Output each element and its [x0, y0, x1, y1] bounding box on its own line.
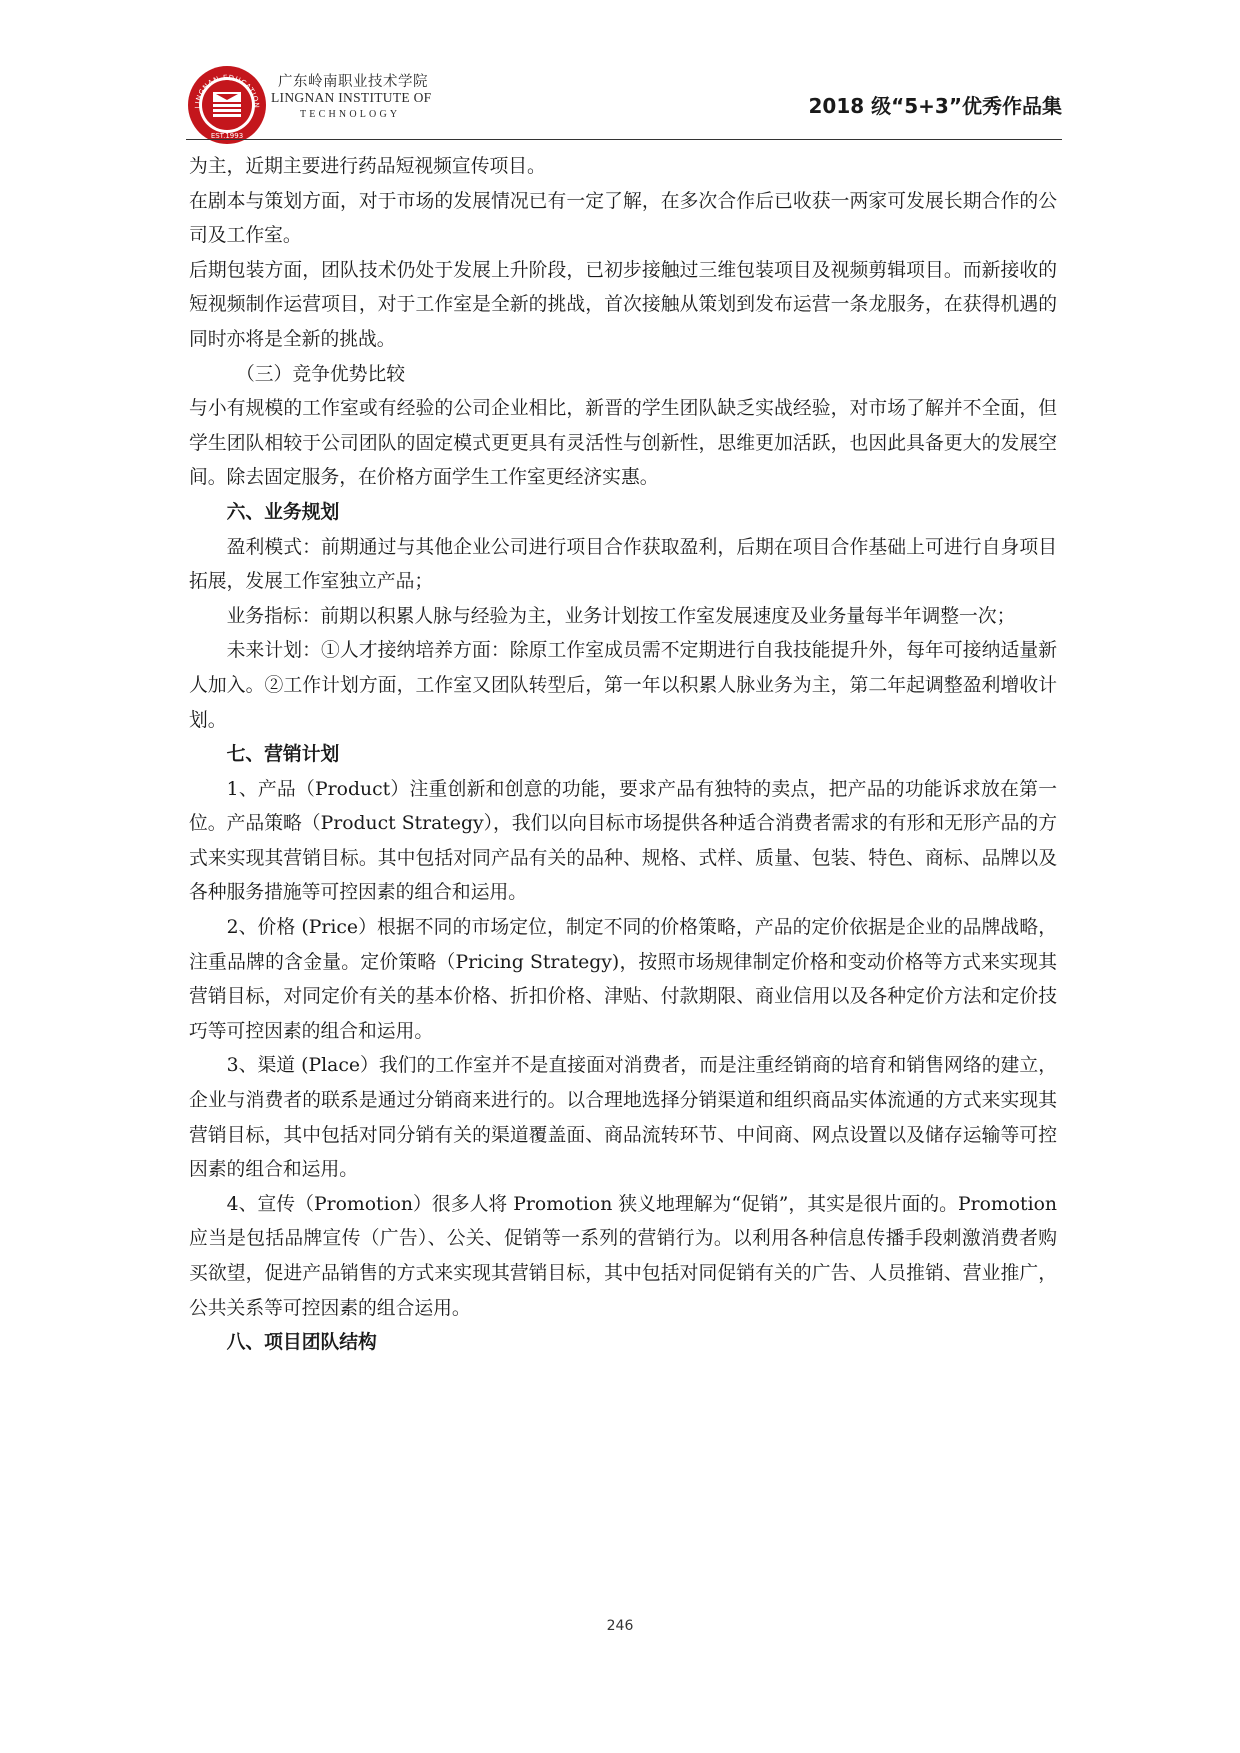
school-name-en-line2: TECHNOLOGY — [300, 109, 401, 120]
paragraph-post-production: 后期包装方面，团队技术仍处于发展上升阶段，已初步接触过三维包装项目及视频剪辑项目。而新接收的短视频制作运营项目，对于工作室是全新的挑战，首次接触从策划到发布运营一条龙服务，在获得机遇的同时亦将是全新的挑战。 — [189, 259, 1057, 350]
paragraph-future-plan: 未来计划：①人才接纳培养方面：除原工作室成员需不定期进行自我技能提升外，每年可接纳适量新人加入。②工作计划方面，工作室又团队转型后，第一年以积累人脉业务为主，第二年起调整盈利增收计划。 — [189, 640, 1057, 731]
paragraph-script-planning: 在剧本与策划方面，对于市场的发展情况已有一定了解，在多次合作后已收获一两家可发展长期合作的公司及工作室。 — [189, 190, 1057, 247]
paragraph-product: 1、产品（Product）注重创新和创意的功能，要求产品有独特的卖点，把产品的功能诉求放在第一位。产品策略（Product Strategy），我们以向目标市场提供各种适合消费者需求的有形和无形产品的方式来实现其营销目标。其中包括对同产品有关的品种、规格、式样、质量、包装、特色、商标、品牌以及各种服务措施等可控因素的组合和运用。 — [189, 778, 1057, 904]
paragraph-place: 3、渠道 (Place）我们的工作室并不是直接面对消费者，而是注重经销商的培育和销售网络的建立，企业与消费者的联系是通过分销商来进行的。以合理地选择分销渠道和组织商品实体流通的方式来实现其营销目标，其中包括对同分销有关的渠道覆盖面、商品流转环节、中间商、网点设置以及储存运输等可控因素的组合和运用。 — [189, 1055, 1057, 1181]
heading-business-plan: 六、业务规划 — [226, 501, 340, 523]
document-title: 2018 级“5+3”优秀作品集 — [808, 94, 1062, 118]
logo-ring-text: LINGNAN EDUCATION — [192, 72, 262, 109]
subheading-competitive-advantage: （三）竞争优势比较 — [236, 363, 406, 385]
paragraph-intro-tail: 为主，近期主要进行药品短视频宣传项目。 — [189, 156, 546, 177]
heading-team-structure: 八、项目团队结构 — [226, 1332, 377, 1354]
heading-marketing-plan: 七、营销计划 — [226, 744, 340, 766]
page-header — [0, 0, 1240, 150]
paragraph-profit-model: 盈利模式：前期通过与其他企业公司进行项目合作获取盈利，后期在项目合作基础上可进行自身项目拓展，发展工作室独立产品； — [189, 536, 1057, 593]
logo-est-text: EST.1993 — [210, 132, 244, 140]
paragraph-business-indicators: 业务指标：前期以积累人脉与经验为主，业务计划按工作室发展速度及业务量每半年调整一次； — [226, 605, 1016, 627]
school-name-cn: 广东岭南职业技术学院 — [278, 74, 428, 90]
paragraph-promotion: 4、宣传（Promotion）很多人将 Promotion 狭义地理解为“促销”，其实是很片面的。Promotion 应当是包括品牌宣传（广告）、公关、促销等一系列的营销行为。以利用各种信息传播手段刺激消费者购买欲望，促进产品销售的方式来实现其营销目标，其中包括对同促销有关的广告、人员推销、营业推广，公共关系等可控因素的组合运用。 — [189, 1193, 1057, 1319]
paragraph-price: 2、价格 (Price）根据不同的市场定位，制定不同的价格策略，产品的定价依据是企业的品牌战略，注重品牌的含金量。定价策略（Pricing Strategy)，按照市场规律制定价格和变动价格等方式来实现其营销目标，对同定价有关的基本价格、折扣价格、津贴、付款期限、商业信用以及各种定价方法和定价技巧等可控因素的组合和运用。 — [189, 917, 1057, 1042]
paragraph-competitive-advantage: 与小有规模的工作室或有经验的公司企业相比，新晋的学生团队缺乏实战经验，对市场了解并不全面，但学生团队相较于公司团队的固定模式更更具有灵活性与创新性，思维更加活跃，也因此具备更大的发展空间。除去固定服务，在价格方面学生工作室更经济实惠。 — [189, 398, 1057, 489]
school-logo — [186, 64, 268, 146]
header-divider — [186, 139, 1062, 140]
page-number: 246 — [606, 1618, 634, 1634]
page-body — [189, 150, 1057, 1361]
school-name-en: LINGNAN INSTITUTE OF — [271, 90, 432, 105]
